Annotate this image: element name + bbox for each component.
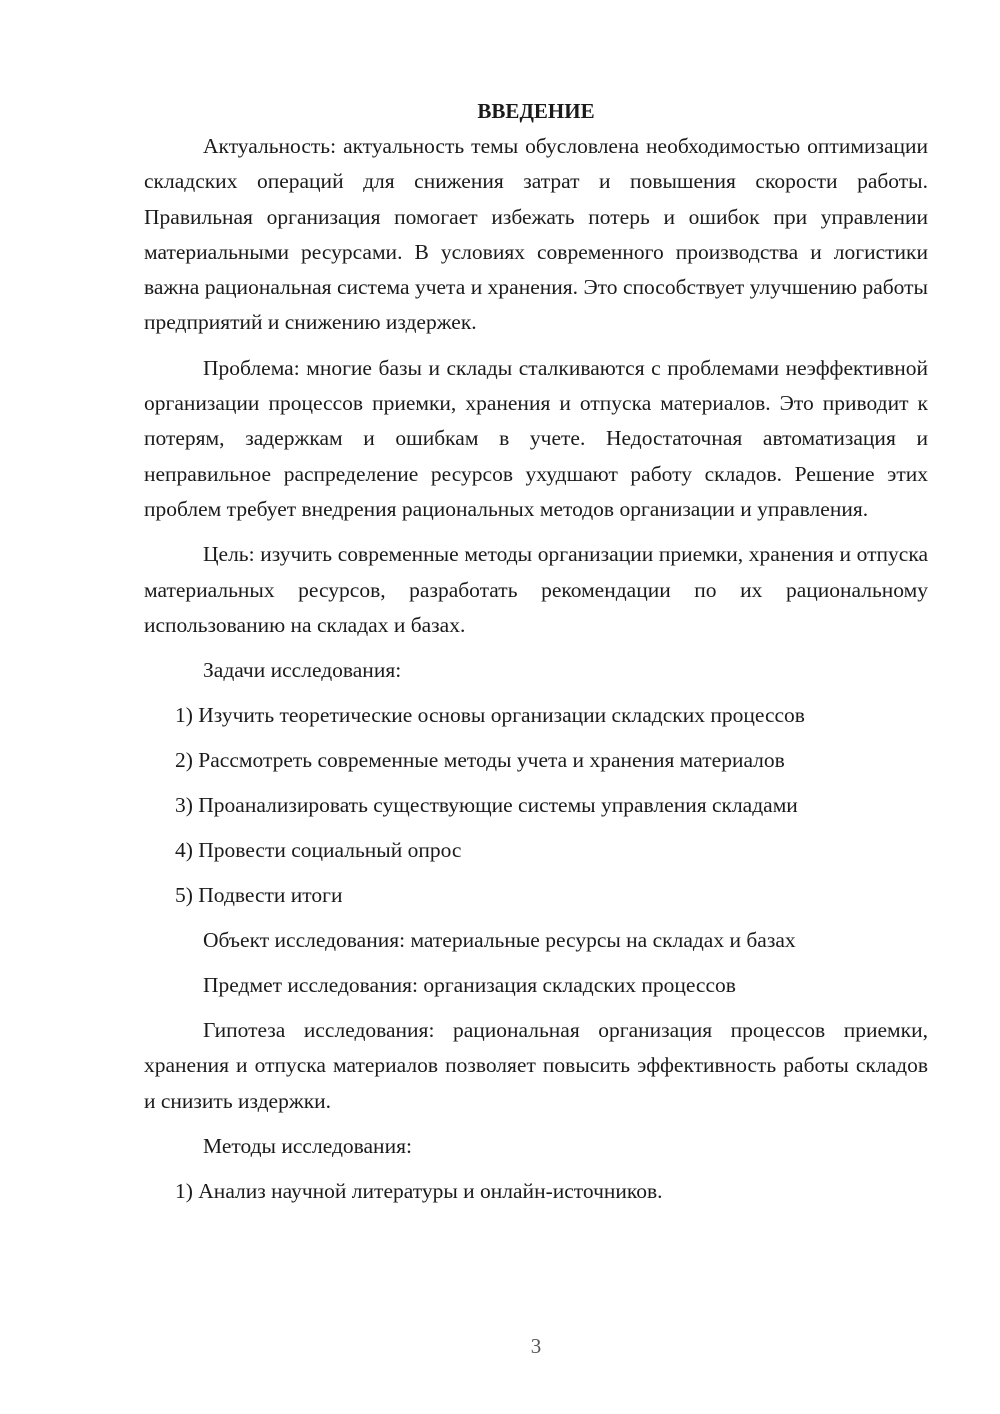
method-item: 1) Анализ научной литературы и онлайн-источников. — [175, 1179, 663, 1204]
research-object: Объект исследования: материальные ресурсы на складах и базах — [203, 928, 796, 953]
spacer — [144, 778, 928, 788]
section-title: ВВЕДЕНИЕ — [477, 99, 595, 123]
spacer — [144, 1119, 928, 1129]
task-item: 5) Подвести итоги — [175, 883, 343, 908]
research-subject: Предмет исследования: организация складских процессов — [203, 973, 736, 998]
tasks-heading: Задачи исследования: — [203, 658, 402, 683]
document-page — [144, 94, 928, 1209]
hypothesis-paragraph: Гипотеза исследования: рациональная организация процессов приемки, хранения и отпуска материалов позволяет повысить эффективность работы складов и снизить издержки. — [144, 1018, 928, 1113]
spacer — [144, 527, 928, 537]
spacer — [144, 823, 928, 833]
task-item: 3) Проанализировать существующие системы управления складами — [175, 793, 798, 818]
spacer — [144, 341, 928, 351]
spacer — [144, 643, 928, 653]
goal-paragraph: Цель: изучить современные методы организации приемки, хранения и отпуска материальных ресурсов, разработать рекомендации по их рациональному использованию на складах и базах. — [144, 542, 928, 637]
task-item: 2) Рассмотреть современные методы учета и хранения материалов — [175, 748, 785, 773]
methods-heading: Методы исследования: — [203, 1134, 412, 1159]
task-item: 4) Провести социальный опрос — [175, 838, 462, 863]
problem-paragraph: Проблема: многие базы и склады сталкиваются с проблемами неэффективной организации процессов приемки, хранения и отпуска материалов. Это приводит к потерям, задержкам и ошибкам в учете. Недостаточная автоматизация и неправильное распределение ресурсов ухудшают работу складов. Решение этих проблем требует внедрения рациональных методов организации и управления. — [144, 355, 928, 521]
task-item: 1) Изучить теоретические основы организации складских процессов — [175, 703, 805, 728]
spacer — [144, 733, 928, 743]
spacer — [144, 958, 928, 968]
relevance-paragraph: Актуальность: актуальность темы обусловлена необходимостью оптимизации складских операций для снижения затрат и повышения скорости работы. Правильная организация помогает избежать потерь и ошибок при управлении материальными ресурсами. В условиях современного производства и логистики важна рациональная система учета и хранения. Это способствует улучшению работы предприятий и снижению издержек. — [144, 134, 928, 335]
spacer — [144, 1164, 928, 1174]
page-number: 3 — [530, 1334, 542, 1358]
spacer — [144, 1003, 928, 1013]
spacer — [144, 913, 928, 923]
spacer — [144, 868, 928, 878]
spacer — [144, 688, 928, 698]
